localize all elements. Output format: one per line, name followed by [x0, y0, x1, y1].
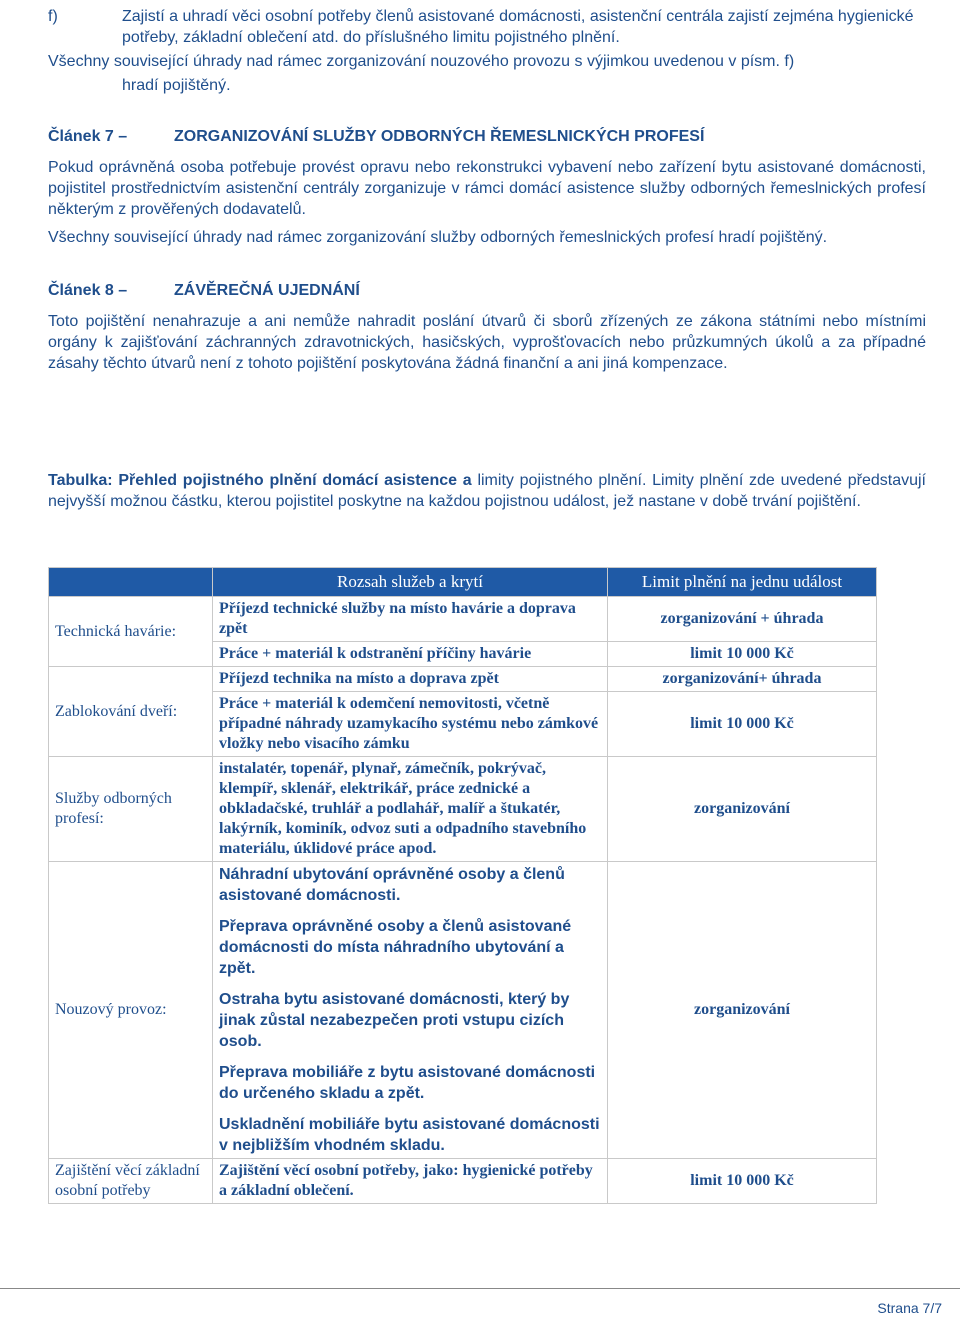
article-7-payment-note: Všechny související úhrady nad rámec zorganizování služby odborných řemeslnických profesí hradí pojištěný. — [48, 229, 828, 246]
table-row — [49, 597, 877, 642]
table-intro-text: limity pojistného plnění. Limity plnění zde uvedené představují nejvyšší možnou částku, kterou pojistitel poskytne na každou pojistnou událost, jež nastane v době trvání pojištění. — [48, 472, 926, 510]
article-8-body: Toto pojištění nenahrazuje a ani nemůže nahradit poslání útvarů či sborů zřízených ze zákona státními nebo místními orgány k zajišťování záchranných zdravotnických, hasičských, vyprošťovacích nebo průzkumných úkolů a za případné zásahy těchto útvarů není z tohoto pojištění poskytována žádná finanční a ani jiná kompenzace. — [48, 313, 926, 372]
article-8-label: Článek 8 – — [48, 282, 128, 299]
article-8-title: ZÁVĚREČNÁ UJEDNÁNÍ — [174, 282, 360, 299]
category-technical: Technická havárie: — [49, 597, 213, 667]
article-7-body: Pokud oprávněná osoba potřebuje provést opravu nebo rekonstrukci vybavení nebo zařízení bytu asistované domácnosti, pojistitel prostřednictvím asistenční centrály zorganizuje v rámci domácí asistence služby odborných řemeslnických profesí některým z prověřených dodavatelů. — [48, 159, 926, 218]
category-crafts: Služby odborných profesí: — [49, 757, 213, 862]
header-services: Rozsah služeb a krytí — [213, 568, 608, 597]
table-row — [49, 757, 877, 862]
page-number: Strana 7/7 — [877, 1300, 942, 1316]
emergency-note-line2: hradí pojištěný. — [122, 77, 231, 94]
article-7-heading — [48, 128, 705, 146]
limit-cell: zorganizování — [608, 757, 877, 862]
service-cell: Zajištění věcí osobní potřeby, jako: hygienické potřeby a základní oblečení. — [213, 1159, 608, 1204]
table-row — [49, 667, 877, 692]
service-cell: instalatér, topenář, plynař, zámečník, pokrývač, klempíř, sklenář, elektrikář, práce zednické a obkladačské, truhlář a podlahář, malíř a štukatér, lakýrník, kominík, odvoz suti a odpadního stavebního materiálu, úklidové práce apod. — [213, 757, 608, 862]
table-intro — [48, 470, 926, 512]
header-limit: Limit plnění na jednu událost — [608, 568, 877, 597]
table-row — [49, 1159, 877, 1204]
article-8-heading — [48, 282, 360, 300]
list-item-text: Zajistí a uhradí věci osobní potřeby členů asistované domácnosti, asistenční centrála zajistí zejména hygienické potřeby, základní oblečení atd. do příslušného limitu pojistného plnění. — [122, 8, 914, 46]
limit-cell: zorganizování + úhrada — [608, 597, 877, 642]
header-category — [49, 568, 213, 597]
article-7-title: ZORGANIZOVÁNÍ SLUŽBY ODBORNÝCH ŘEMESLNICKÝCH PROFESÍ — [174, 128, 705, 145]
assistance-overview-table — [48, 567, 877, 1204]
emergency-service-item: Ostraha bytu asistované domácnosti, který by jinak zůstal nezabezpečen proti vstupu cizích osob. — [219, 991, 570, 1050]
category-emergency: Nouzový provoz: — [49, 862, 213, 1159]
list-item-f — [48, 6, 928, 48]
emergency-payment-note — [48, 50, 928, 98]
emergency-services-cell — [213, 862, 608, 1159]
service-cell: Příjezd technika na místo a doprava zpět — [213, 667, 608, 692]
service-cell: Práce + materiál k odstranění příčiny havárie — [213, 642, 608, 667]
emergency-service-item: Přeprava mobiliáře z bytu asistované domácnosti do určeného skladu a zpět. — [219, 1064, 596, 1102]
emergency-service-item: Přeprava oprávněné osoby a členů asistované domácnosti do místa náhradního ubytování a zpět. — [219, 918, 572, 977]
emergency-note-line1: Všechny související úhrady nad rámec zorganizování nouzového provozu s výjimkou uvedenou v písm. f) — [48, 53, 795, 70]
table-intro-title: Tabulka: Přehled pojistného plnění domácí asistence a — [48, 472, 472, 489]
category-personal: Zajištění věcí základní osobní potřeby — [49, 1159, 213, 1204]
limit-cell: limit 10 000 Kč — [608, 692, 877, 757]
limit-cell: zorganizování+ úhrada — [608, 667, 877, 692]
table-header-row — [49, 568, 877, 597]
article-7-label: Článek 7 – — [48, 128, 128, 145]
table-row — [49, 862, 877, 1159]
service-cell: Práce + materiál k odemčení nemovitosti, včetně případné náhrady uzamykacího systému nebo zámkové vložky nebo visacího zámku — [213, 692, 608, 757]
category-door: Zablokování dveří: — [49, 667, 213, 757]
limit-cell: zorganizování — [608, 862, 877, 1159]
limit-cell: limit 10 000 Kč — [608, 1159, 877, 1204]
footer-divider — [0, 1288, 960, 1289]
emergency-service-item: Náhradní ubytování oprávněné osoby a členů asistované domácnosti. — [219, 866, 565, 904]
service-cell: Příjezd technické služby na místo havárie a doprava zpět — [213, 597, 608, 642]
list-marker: f) — [48, 8, 58, 25]
limit-cell: limit 10 000 Kč — [608, 642, 877, 667]
emergency-service-item: Uskladnění mobiliáře bytu asistované domácnosti v nejbližším vhodném skladu. — [219, 1116, 600, 1154]
